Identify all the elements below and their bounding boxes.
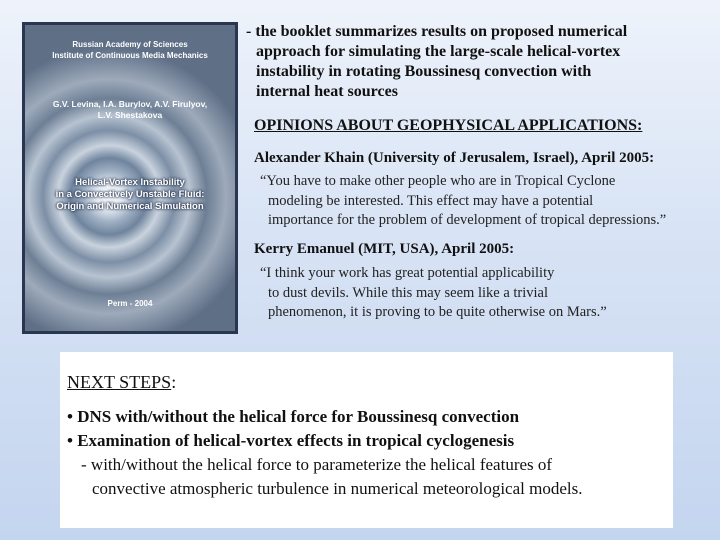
summary-line: - the booklet summarizes results on proposed numerical <box>246 23 628 40</box>
booklet-org-line: Russian Academy of Sciences <box>72 40 188 49</box>
booklet-title-line: Origin and Numerical Simulation <box>56 201 204 212</box>
opinion-quote-khain <box>260 172 666 231</box>
next-steps-sub-line: convective atmospheric turbulence in numerical meteorological models. <box>92 479 583 498</box>
quote-line: “I think your work has great potential applicability <box>260 265 555 281</box>
opinion-quote-emanuel <box>260 264 607 323</box>
summary-line: internal heat sources <box>256 83 398 100</box>
opinion-author-emanuel: Kerry Emanuel (MIT, USA), April 2005: <box>254 241 515 257</box>
summary-line: approach for simulating the large-scale helical-vortex <box>256 43 621 60</box>
next-steps-heading <box>67 372 665 405</box>
quote-line: modeling be interested. This effect may have a potential <box>268 192 594 209</box>
booklet-organization <box>25 39 235 61</box>
booklet-cover-image <box>22 22 238 334</box>
next-steps-bullet: • DNS with/without the helical force for Boussinesq convection <box>67 407 520 426</box>
quote-line: importance for the problem of development of tropical depressions.” <box>268 212 667 228</box>
next-steps-title: NEXT STEPS <box>67 372 172 392</box>
booklet-summary <box>246 22 716 102</box>
booklet-author-line: G.V. Levina, I.A. Burylov, A.V. Firulyov, <box>52 99 208 109</box>
booklet-title-line: in a Convectively Unstable Fluid: <box>55 189 205 200</box>
booklet-title-line: Helical-Vortex Instability <box>75 177 185 188</box>
quote-line: phenomenon, it is proving to be quite otherwise on Mars.” <box>268 304 607 320</box>
summary-line: instability in rotating Boussinesq convection with <box>256 63 592 80</box>
quote-line: to dust devils. While this may seem like a trivial <box>268 284 549 301</box>
next-steps-panel <box>60 352 673 528</box>
booklet-authors <box>25 99 235 121</box>
booklet-title <box>25 177 235 213</box>
quote-line: “You have to make other people who are in Tropical Cyclone <box>260 173 616 189</box>
next-steps-sub-line: - with/without the helical force to parameterize the helical features of <box>81 455 553 474</box>
next-steps-colon: : <box>171 372 177 392</box>
opinion-author-khain: Alexander Khain (University of Jerusalem, Israel), April 2005: <box>254 150 655 166</box>
booklet-author-line: L.V. Shestakova <box>97 110 163 120</box>
next-steps-bullet: • Examination of helical-vortex effects in tropical cyclogenesis <box>67 431 515 450</box>
opinions-heading: OPINIONS ABOUT GEOPHYSICAL APPLICATIONS: <box>254 117 643 134</box>
booklet-org-line: Institute of Continuous Media Mechanics <box>52 51 208 60</box>
booklet-place-year: Perm - 2004 <box>107 299 153 308</box>
